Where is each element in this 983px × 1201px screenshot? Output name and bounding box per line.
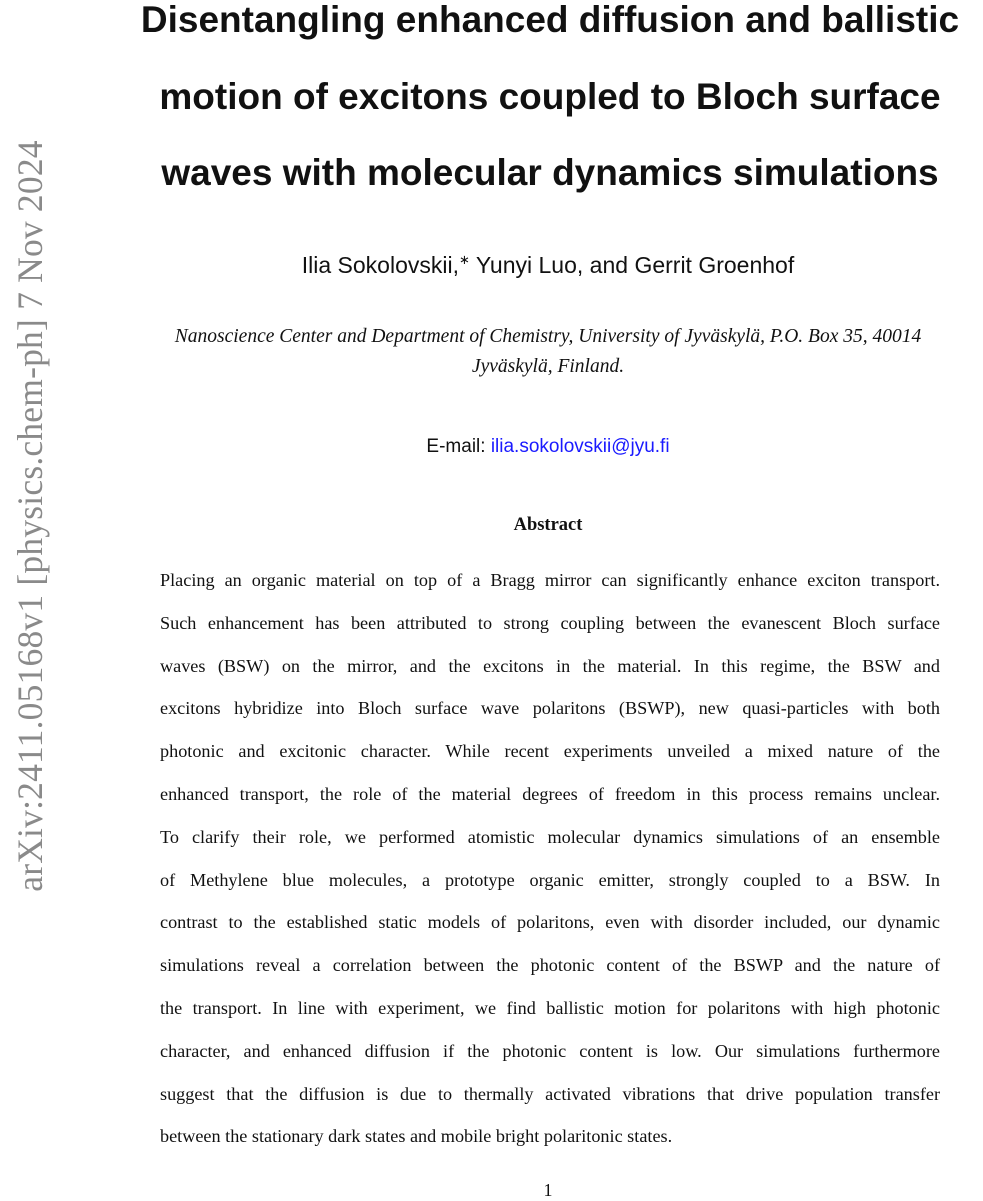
title-line: Disentangling enhanced diffusion and ballistic [140, 0, 960, 40]
corresponding-author-mark: ∗ [458, 252, 470, 267]
abstract-line: suggest that the diffusion is due to thermally activated vibrations that drive population transfer [160, 1083, 940, 1104]
page-number: 1 [543, 1180, 553, 1200]
author-first: Ilia Sokolovskii, [301, 252, 459, 278]
affiliation-line: Nanoscience Center and Department of Chemistry, University of Jyväskylä, P.O. Box 35, 40014 [174, 326, 922, 347]
email-label: E-mail: [426, 436, 491, 457]
abstract-line: between the stationary dark states and mobile bright polaritonic states. [160, 1126, 673, 1147]
abstract-line: Such enhancement has been attributed to strong coupling between the evanescent Bloch surface [160, 612, 940, 633]
email-line [100, 436, 983, 458]
abstract-line: excitons hybridize into Bloch surface wave polaritons (BSWP), new quasi-particles with both [160, 698, 940, 719]
abstract-line: photonic and excitonic character. While recent experiments unveiled a mixed nature of the [160, 741, 940, 762]
abstract-line: character, and enhanced diffusion if the photonic content is low. Our simulations furthermore [160, 1040, 940, 1061]
abstract-heading: Abstract [513, 515, 583, 535]
affiliation-line: Jyväskylä, Finland. [471, 356, 625, 377]
title-line: waves with molecular dynamics simulations [161, 152, 939, 193]
abstract-line: waves (BSW) on the mirror, and the excitons in the material. In this regime, the BSW and [160, 655, 940, 676]
email-link[interactable]: ilia.sokolovskii@jyu.fi [490, 436, 670, 457]
abstract-line: simulations reveal a correlation between the photonic content of the BSWP and the nature of [160, 955, 940, 976]
affiliation [100, 322, 983, 382]
abstract-line: Placing an organic material on top of a Bragg mirror can significantly enhance exciton transport. [160, 570, 940, 590]
abstract-line: the transport. In line with experiment, we find ballistic motion for polaritons with high photonic [160, 997, 940, 1018]
abstract-line: contrast to the established static models of polaritons, even with disorder included, our dynamic [160, 912, 940, 933]
author-rest: Yunyi Luo, and Gerrit Groenhof [469, 252, 795, 278]
abstract-line: To clarify their role, we performed atomistic molecular dynamics simulations of an ensemble [160, 826, 940, 847]
paper-title [100, 0, 983, 212]
abstract-body [160, 568, 940, 1167]
arxiv-identifier: arXiv:2411.05168v1 [physics.chem-ph] 7 Nov 2024 [10, 140, 50, 892]
author-list [100, 252, 983, 279]
title-line: motion of excitons coupled to Bloch surface [159, 75, 941, 117]
abstract-line: of Methylene blue molecules, a prototype organic emitter, strongly coupled to a BSW. In [160, 869, 940, 890]
abstract-line: enhanced transport, the role of the material degrees of freedom in this process remains unclear. [160, 783, 940, 804]
